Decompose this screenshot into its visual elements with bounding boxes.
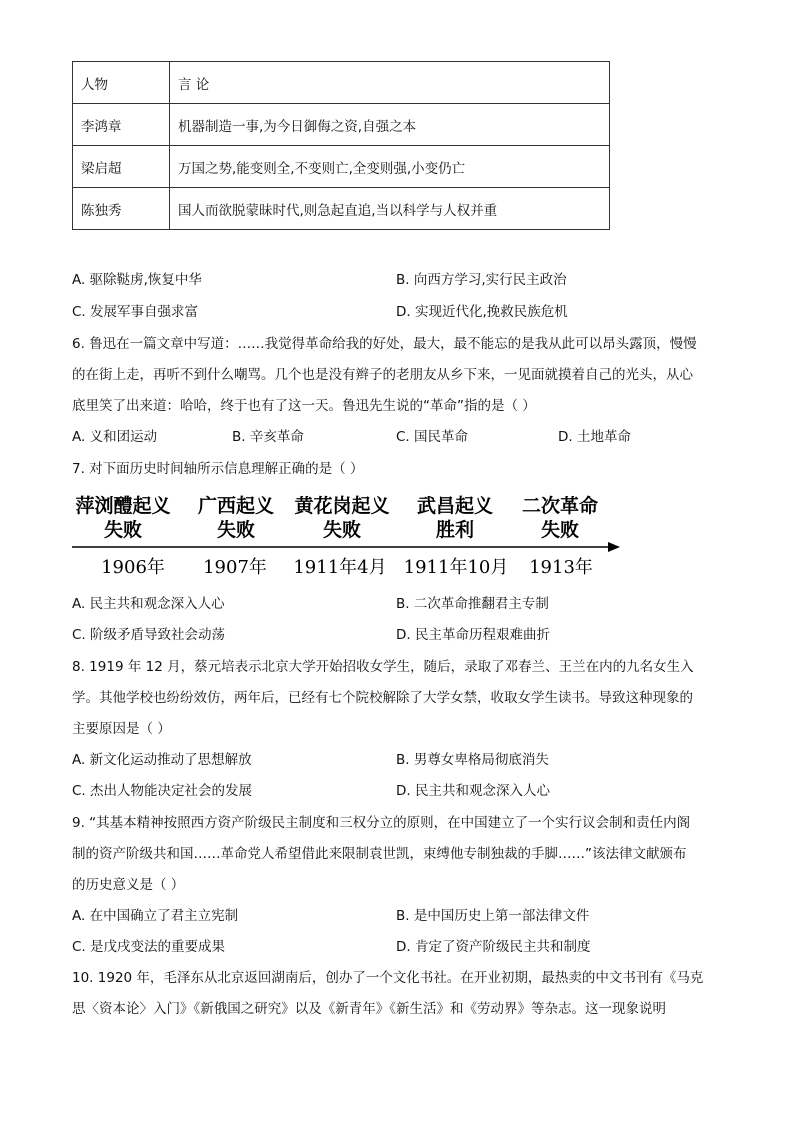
timeline-event-result: 胜利 bbox=[435, 519, 474, 541]
q9-stem-line2: 制的资产阶级共和国……革命党人希望借此来限制袁世凯，束缚他专制独裁的手脚……”该法律文献颁布 bbox=[72, 846, 687, 862]
timeline-event-title: 武昌起义 bbox=[416, 495, 493, 517]
q5-option-c: C. 发展军事自强求富 bbox=[72, 304, 199, 320]
q6-stem-line2: 的在街上走，再听不到什么嘲骂。几个也是没有辫子的老朋友从乡下来，一见面就摸着自己的光头，从心 bbox=[72, 367, 693, 383]
q9-stem-line3: 的历史意义是（ ） bbox=[72, 877, 185, 893]
q9-option-d: D. 肯定了资产阶级民主共和制度 bbox=[396, 939, 591, 955]
table-header-row bbox=[73, 62, 610, 104]
q8-stem-line3: 主要原因是（ ） bbox=[72, 721, 171, 737]
timeline-year-3: 1911年4月 bbox=[293, 557, 387, 578]
timeline-event-result: 失败 bbox=[540, 519, 579, 541]
timeline-year-4: 1911年10月 bbox=[403, 557, 509, 578]
quotes-table bbox=[72, 61, 610, 230]
q5-option-d: D. 实现近代化,挽救民族危机 bbox=[396, 304, 568, 320]
q8-option-c: C. 杰出人物能决定社会的发展 bbox=[72, 783, 253, 799]
q6-option-b: B. 辛亥革命 bbox=[232, 429, 304, 445]
timeline-year-5: 1913年 bbox=[529, 557, 593, 578]
header-person: 人物 bbox=[73, 62, 170, 104]
timeline-event-title: 二次革命 bbox=[521, 495, 598, 517]
q8-option-d: D. 民主共和观念深入人心 bbox=[396, 783, 550, 799]
timeline-event-3 bbox=[288, 494, 396, 542]
q7-stem: 7. 对下面历史时间轴所示信息理解正确的是（ ） bbox=[72, 461, 364, 477]
q7-option-a: A. 民主共和观念深入人心 bbox=[72, 596, 225, 612]
quote-cell: 万国之势,能变则全,不变则亡,全变则强,小变仍亡 bbox=[170, 146, 610, 188]
q8-option-a: A. 新文化运动推动了思想解放 bbox=[72, 752, 252, 768]
q10-stem-line1: 10. 1920 年，毛泽东从北京返回湖南后，创办了一个文化书社。在开业初期，最热卖的中文书刊有《马克 bbox=[72, 970, 704, 986]
timeline-event-result: 失败 bbox=[322, 519, 361, 541]
q6-option-a: A. 义和团运动 bbox=[72, 429, 158, 445]
q8-stem-line1: 8. 1919 年 12 月，蔡元培表示北京大学开始招收女学生，随后，录取了邓春兰、王兰在内的九名女生入 bbox=[72, 659, 694, 675]
timeline-event-5 bbox=[512, 494, 608, 542]
table-row bbox=[73, 146, 610, 188]
q8-stem-line2: 学。其他学校也纷纷效仿，两年后，已经有七个院校解除了大学女禁，收取女学生读书。导致这种现象的 bbox=[72, 690, 693, 706]
q10-stem-line2: 思〈资本论〉入门》《新俄国之研究》以及《新青年》《新生活》和《劳动界》等杂志。这一现象说明 bbox=[72, 1001, 666, 1017]
q9-option-c: C. 是戊戌变法的重要成果 bbox=[72, 939, 226, 955]
timeline-event-1 bbox=[68, 494, 178, 542]
q5-option-b: B. 向西方学习,实行民主政治 bbox=[396, 272, 567, 288]
timeline-event-result: 失败 bbox=[103, 519, 142, 541]
quote-cell: 机器制造一事,为今日御侮之资,自强之本 bbox=[170, 104, 610, 146]
person-cell: 李鸿章 bbox=[73, 104, 170, 146]
quote-cell: 国人而欲脱蒙昧时代,则急起直追,当以科学与人权并重 bbox=[170, 188, 610, 230]
q6-option-d: D. 土地革命 bbox=[558, 429, 631, 445]
timeline-event-result: 失败 bbox=[216, 519, 255, 541]
q7-option-d: D. 民主革命历程艰难曲折 bbox=[396, 627, 550, 643]
timeline-event-title: 广西起义 bbox=[197, 495, 274, 517]
q6-option-c: C. 国民革命 bbox=[396, 429, 469, 445]
table-row bbox=[73, 104, 610, 146]
q6-stem-line1: 6. 鲁迅在一篇文章中写道：……我觉得革命给我的好处，最大，最不能忘的是我从此可以昂头露顶，慢慢 bbox=[72, 336, 697, 352]
q7-option-c: C. 阶级矛盾导致社会动荡 bbox=[72, 627, 226, 643]
q7-option-b: B. 二次革命推翻君主专制 bbox=[396, 596, 549, 612]
q9-option-a: A. 在中国确立了君主立宪制 bbox=[72, 908, 239, 924]
timeline-event-2 bbox=[188, 494, 284, 542]
q8-option-b: B. 男尊女卑格局彻底消失 bbox=[396, 752, 549, 768]
q9-stem-line1: 9. “其基本精神按照西方资产阶级民主制度和三权分立的原则，在中国建立了一个实行议会制和责任内阁 bbox=[72, 815, 691, 831]
q9-option-b: B. 是中国历史上第一部法律文件 bbox=[396, 908, 590, 924]
timeline-event-4 bbox=[406, 494, 504, 542]
header-quote: 言 论 bbox=[170, 62, 610, 104]
person-cell: 梁启超 bbox=[73, 146, 170, 188]
timeline-event-title: 黄花岗起义 bbox=[294, 495, 390, 517]
q5-option-a: A. 驱除鞑虏,恢复中华 bbox=[72, 272, 202, 288]
q6-stem-line3: 底里笑了出来道：哈哈，终于也有了这一天。鲁迅先生说的“革命”指的是（ ） bbox=[72, 398, 536, 414]
timeline-event-title: 萍浏醴起义 bbox=[75, 495, 171, 517]
timeline-axis-arrow bbox=[72, 540, 620, 554]
table-row bbox=[73, 188, 610, 230]
timeline-year-1: 1906年 bbox=[101, 557, 165, 578]
timeline-year-2: 1907年 bbox=[203, 557, 267, 578]
person-cell: 陈独秀 bbox=[73, 188, 170, 230]
